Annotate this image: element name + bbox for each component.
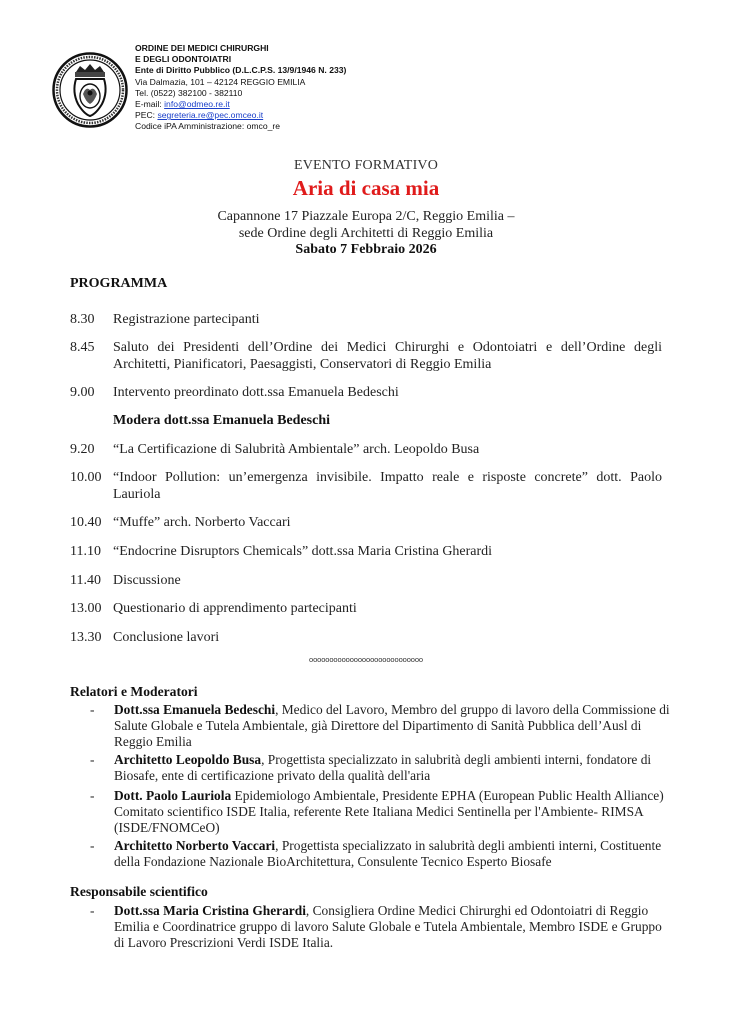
speaker-desc: , Progettista specializzato in salubrità degli ambienti interni, Costituente della Fondazione Nazionale BioArchitettura, Consulente Tecnico Esperto Biosafe: [114, 838, 662, 870]
program-item: [70, 339, 662, 373]
program-text: “Indoor Pollution: un’emergenza invisibile. Impatto reale e risposte concrete” dott. Paolo Lauriola: [113, 470, 662, 502]
org-legal-status: Ente di Diritto Pubblico (D.L.C.P.S. 13/9/1946 N. 233): [135, 65, 347, 76]
section-separator: oooooooooooooooooooooooooooo: [309, 655, 423, 664]
event-date: Sabato 7 Febbraio 2026: [295, 242, 437, 257]
org-ipa-code: Codice iPA Amministrazione: omco_re: [135, 121, 281, 132]
program-text: Intervento preordinato dott.ssa Emanuela Bedeschi: [113, 385, 399, 400]
program-item: [70, 572, 662, 589]
bullet-dash: -: [90, 752, 95, 767]
program-item: [70, 629, 662, 646]
program-item: [70, 469, 662, 503]
pec-label: PEC:: [135, 110, 158, 121]
speaker-name: Dott. Paolo Lauriola: [114, 788, 232, 803]
event-venue-line2: sede Ordine degli Architetti di Reggio Emilia: [238, 225, 494, 241]
speaker-item: [70, 838, 670, 870]
bullet-dash: -: [90, 903, 95, 918]
program-time: 8.45: [70, 340, 95, 355]
event-venue-line1: Capannone 17 Piazzale Europa 2/C, Reggio Emilia –: [217, 209, 515, 224]
program-heading: PROGRAMMA: [70, 276, 168, 291]
email-link[interactable]: info@odmeo.re.it: [164, 99, 230, 110]
program-text: Registrazione partecipanti: [113, 312, 260, 327]
speaker-name: Dott.ssa Emanuela Bedeschi: [114, 702, 276, 717]
speaker-desc: , Medico del Lavoro, Membro del gruppo di lavoro della Commissione di Salute Globale e Tutela Ambientale, già Direttore del Dipartimento di Sanità Pubblica dell’Ausl di Reggio Emilia: [114, 702, 670, 750]
speakers-heading: Relatori e Moderatori: [70, 684, 198, 699]
org-address: Via Dalmazia, 101 – 42124 REGGIO EMILIA: [135, 76, 306, 87]
speaker-desc: Epidemiologo Ambientale, Presidente EPHA (European Public Health Alliance) Comitato scientifico ISDE Italia, referente Rete Italiana Medici Sentinella per l'Ambiente- RIMSA (ISDE/FNOMCeO): [114, 788, 664, 836]
program-time: 8.30: [70, 312, 95, 327]
program-item: [70, 384, 662, 401]
speaker-name: Architetto Norberto Vaccari: [114, 838, 276, 853]
event-kind: EVENTO FORMATIVO: [293, 158, 439, 173]
email-label: E-mail:: [135, 99, 165, 110]
bullet-dash: -: [90, 788, 95, 803]
program-time: 11.10: [70, 544, 101, 559]
program-time: 9.00: [70, 385, 95, 400]
org-info: [135, 43, 346, 133]
speaker-name: Architetto Leopoldo Busa: [114, 752, 262, 767]
program-time: 10.00: [70, 470, 102, 485]
event-title: Aria di casa mia: [292, 176, 440, 200]
org-email-line: [135, 99, 346, 110]
order-seal-icon: [52, 52, 128, 128]
org-name-line2: E DEGLI ODONTOIATRI: [135, 54, 232, 65]
program-text: Discussione: [113, 573, 181, 588]
lead-desc: , Consigliera Ordine Medici Chirurghi ed Odontoiatri di Reggio Emilia e Coordinatrice gruppo di lavoro Salute Globale e Tutela Ambientale, Membro ISDE e Gruppo di Lavoro Prescrizioni Verdi ISDE Italia.: [114, 903, 662, 951]
program-text: Modera dott.ssa Emanuela Bedeschi: [113, 413, 330, 428]
org-phone: Tel. (0522) 382100 - 382110: [135, 87, 243, 98]
program-time: 11.40: [70, 573, 101, 588]
bullet-dash: -: [90, 702, 95, 717]
event-title-block: [0, 158, 732, 258]
program-text: Conclusione lavori: [113, 630, 220, 645]
program-text: Questionario di apprendimento partecipanti: [113, 601, 357, 616]
program-time: 13.00: [70, 601, 102, 616]
pec-link[interactable]: segreteria.re@pec.omceo.it: [157, 110, 264, 121]
speaker-item: [70, 788, 670, 837]
scientific-lead-item: [70, 903, 670, 952]
program-item: [70, 311, 662, 328]
program-text: “Endocrine Disruptors Chemicals” dott.ssa Maria Cristina Gherardi: [113, 544, 493, 559]
speaker-item: [70, 702, 670, 751]
speaker-item: [70, 752, 670, 784]
program-item: [70, 514, 662, 531]
program-text: Saluto dei Presidenti dell’Ordine dei Medici Chirurghi e Odontoiatri e dell’Ordine degli Architetti, Pianificatori, Paesaggisti, Conservatori di Reggio Emilia: [113, 340, 662, 372]
bullet-dash: -: [90, 838, 95, 853]
program-text: “La Certificazione di Salubrità Ambientale” arch. Leopoldo Busa: [113, 442, 480, 457]
program-moderator: [70, 412, 662, 429]
program-time: 9.20: [70, 442, 95, 457]
speaker-desc: , Progettista specializzato in salubrità degli ambienti interni, fondatore di Biosafe, ente di certificazione privato della qualità dell'aria: [114, 752, 652, 784]
program-item: [70, 600, 662, 617]
program-time: 13.30: [70, 630, 102, 645]
program-text: “Muffe” arch. Norberto Vaccari: [113, 515, 291, 530]
program-item: [70, 441, 662, 458]
org-pec-line: [135, 110, 346, 121]
program-time: 10.40: [70, 515, 102, 530]
scientific-lead-heading: Responsabile scientifico: [70, 884, 208, 899]
lead-name: Dott.ssa Maria Cristina Gherardi: [114, 903, 306, 918]
program-item: [70, 543, 662, 560]
org-name-line1: ORDINE DEI MEDICI CHIRURGHI: [135, 43, 269, 53]
